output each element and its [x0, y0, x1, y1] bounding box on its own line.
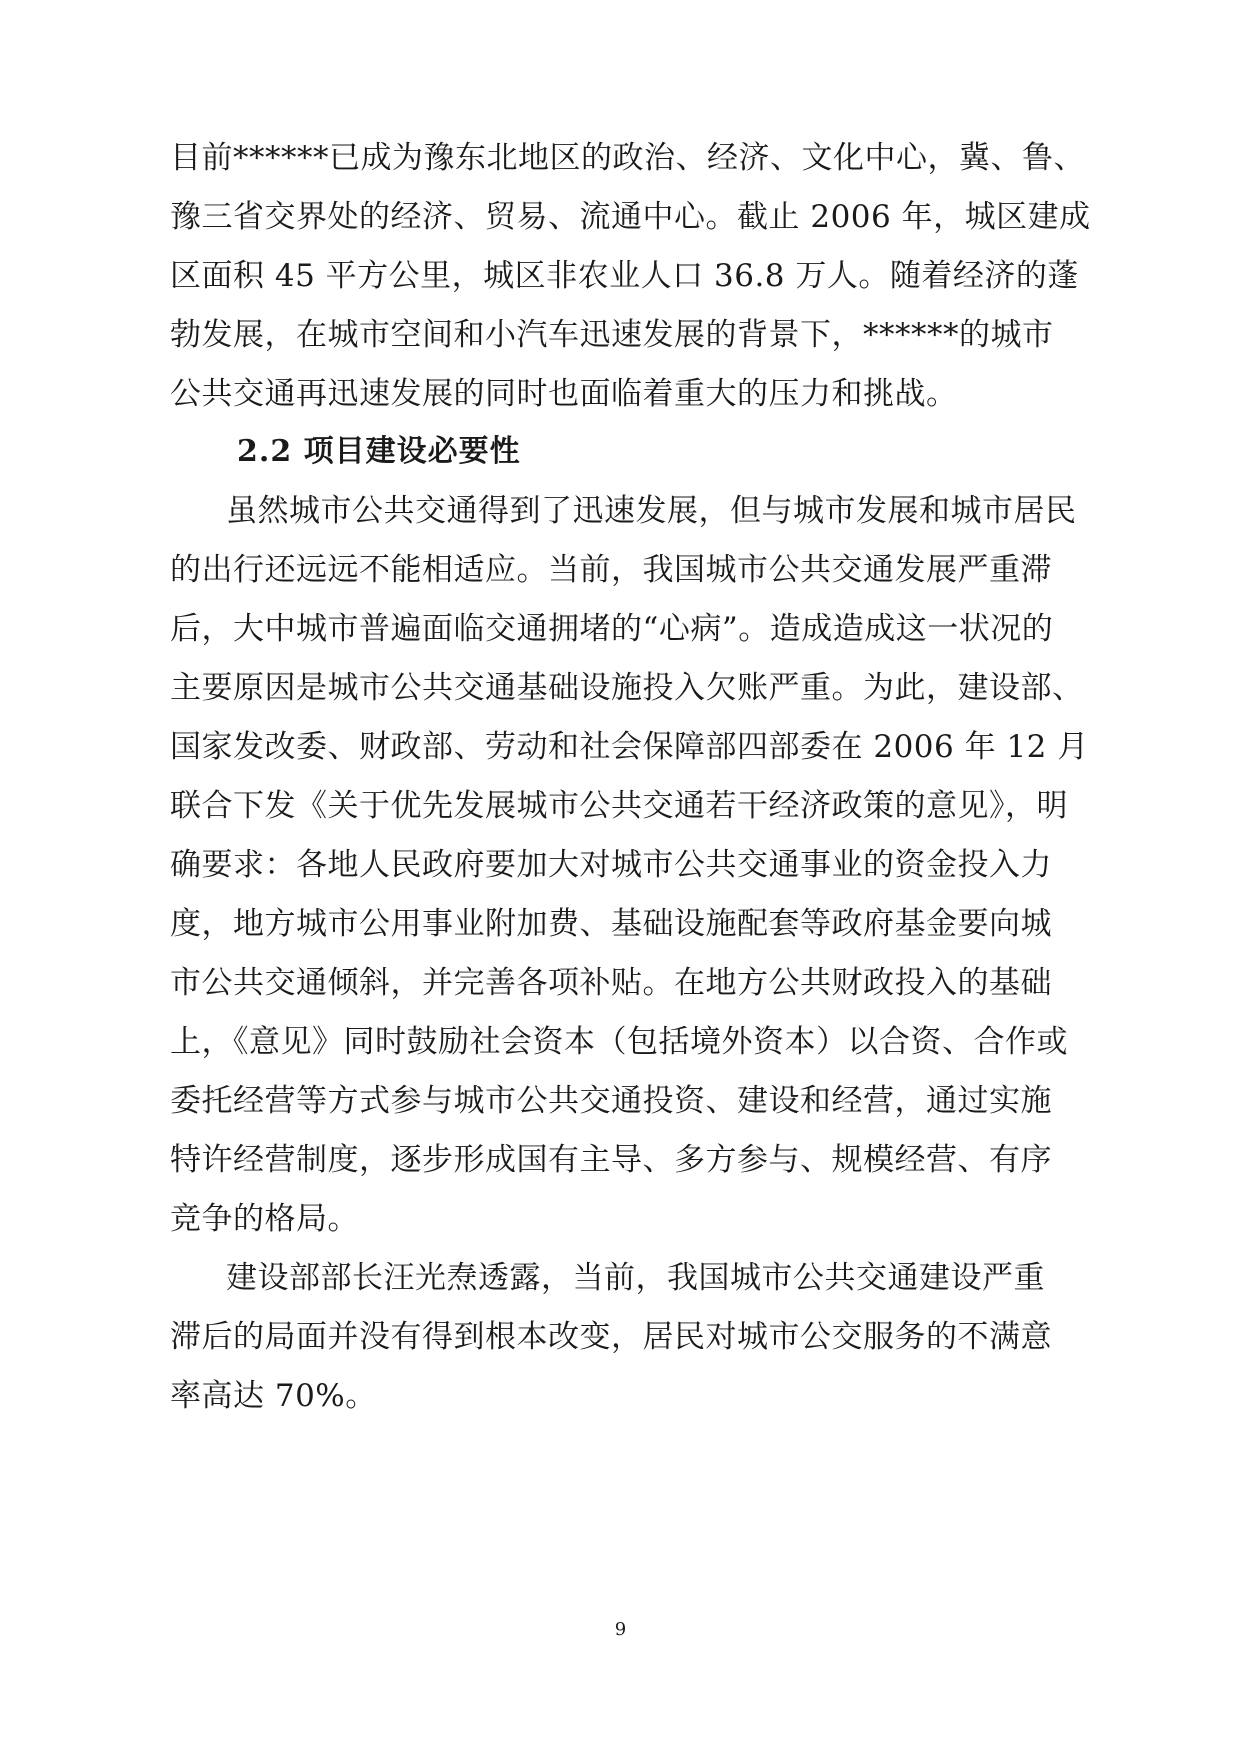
paragraph-2-line-5: 国家发改委、财政部、劳动和社会保障部四部委在 2006 年 12 月	[170, 729, 1089, 765]
paragraph-1-line-5: 公共交通再迅速发展的同时也面临着重大的压力和挑战。	[170, 376, 958, 412]
paragraph-2-line-4: 主要原因是城市公共交通基础设施投入欠账严重。为此，建设部、	[170, 670, 1084, 706]
paragraph-3-line-1: 建设部部长汪光焘透露，当前，我国城市公共交通建设严重	[226, 1260, 1045, 1296]
paragraph-1-line-3: 区面积 45 平方公里，城区非农业人口 36.8 万人。随着经济的蓬	[170, 258, 1079, 294]
paragraph-2-line-2: 的出行还远远不能相适应。当前，我国城市公共交通发展严重滞	[170, 552, 1052, 588]
paragraph-2-line-7: 确要求：各地人民政府要加大对城市公共交通事业的资金投入力	[170, 847, 1052, 883]
paragraph-2-line-12: 特许经营制度，逐步形成国有主导、多方参与、规模经营、有序	[170, 1142, 1052, 1178]
paragraph-2-line-6: 联合下发《关于优先发展城市公共交通若干经济政策的意见》，明	[170, 788, 1068, 824]
page-number: 9	[614, 1619, 627, 1640]
paragraph-2-line-10: 上，《意见》同时鼓励社会资本（包括境外资本）以合资、合作或	[170, 1024, 1068, 1060]
paragraph-2-line-13: 竞争的格局。	[170, 1201, 359, 1237]
paragraph-2-line-8: 度，地方城市公用事业附加费、基础设施配套等政府基金要向城	[170, 906, 1052, 942]
section-heading: 2.2 项目建设必要性	[237, 434, 521, 469]
paragraph-3-line-3: 率高达 70%。	[170, 1378, 377, 1414]
paragraph-2-line-3: 后，大中城市普遍面临交通拥堵的“心病”。造成造成这一状况的	[170, 611, 1054, 647]
paragraph-1-line-2: 豫三省交界处的经济、贸易、流通中心。截止 2006 年，城区建成	[170, 199, 1091, 235]
paragraph-3-line-2: 滞后的局面并没有得到根本改变，居民对城市公交服务的不满意	[170, 1319, 1052, 1355]
paragraph-1-line-1: 目前******已成为豫东北地区的政治、经济、文化中心，冀、鲁、	[170, 140, 1085, 176]
paragraph-1-line-4: 勃发展，在城市空间和小汽车迅速发展的背景下，******的城市	[170, 317, 1054, 353]
paragraph-2-line-11: 委托经营等方式参与城市公共交通投资、建设和经营，通过实施	[170, 1083, 1052, 1119]
paragraph-2-line-1: 虽然城市公共交通得到了迅速发展，但与城市发展和城市居民	[226, 493, 1077, 529]
paragraph-2-line-9: 市公共交通倾斜，并完善各项补贴。在地方公共财政投入的基础	[170, 965, 1052, 1001]
